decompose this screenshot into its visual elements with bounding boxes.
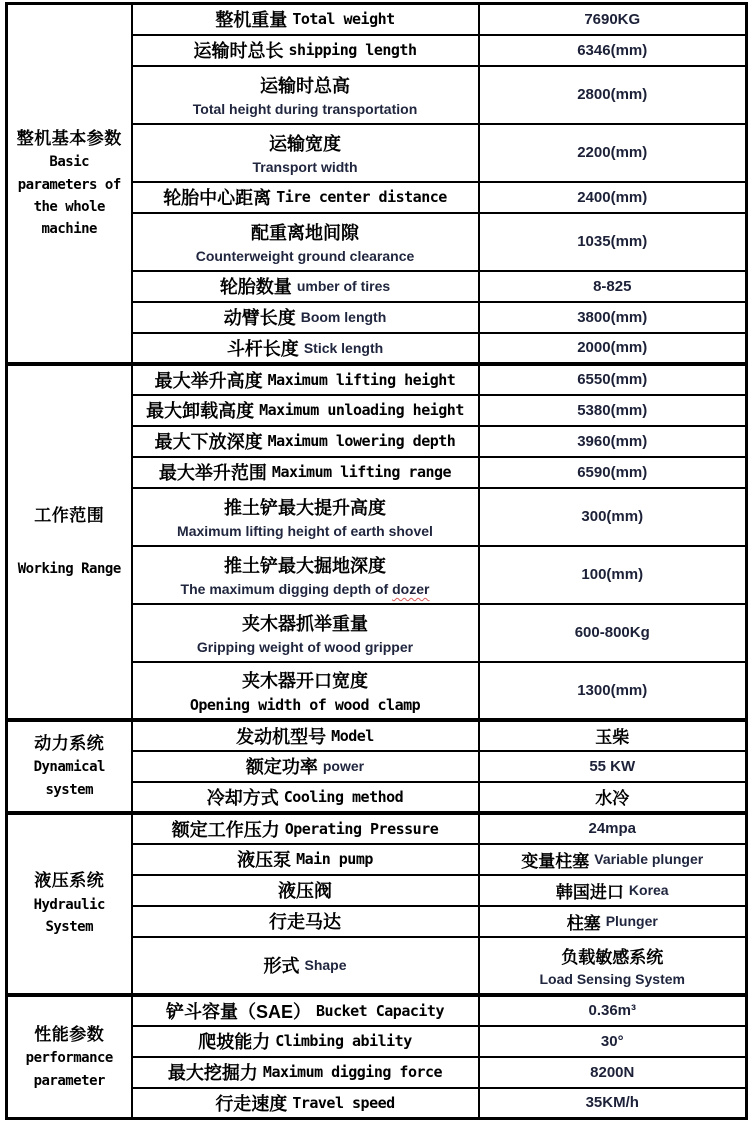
parameter-name-en: Model [331, 726, 374, 745]
category-label-en: Working Range [17, 561, 121, 578]
value-text: 2800(mm) [577, 86, 648, 103]
value-cell [479, 213, 747, 271]
parameter-name-en: Cooling method [283, 787, 404, 806]
value-line [482, 847, 744, 872]
parameter-cell [132, 906, 479, 937]
value-zh: 负载敏感系统 [561, 948, 664, 967]
value-text: 3960(mm) [577, 432, 648, 450]
parameter-name-zh: 额定工作压力 [171, 819, 280, 840]
value-cell [479, 4, 747, 35]
value-text: 8-825 [593, 277, 632, 295]
value-text: 24mpa [588, 820, 637, 837]
parameter-cell [132, 182, 479, 213]
value-cell [479, 124, 747, 182]
value-cell [479, 364, 747, 395]
value-cell [479, 720, 747, 751]
value-text: 55 KW [589, 757, 636, 775]
parameter-name-line [135, 37, 476, 63]
value-en: Plunger [605, 913, 658, 929]
parameter-name-en: Tire center distance [276, 188, 447, 206]
value-cell [479, 1057, 747, 1088]
parameter-name-en: power [322, 758, 365, 774]
value-line [482, 784, 744, 809]
parameter-name-zh: 爬坡能力 [198, 1032, 271, 1052]
parameter-name-en: Maximum lifting height [267, 370, 456, 389]
parameter-cell [132, 662, 479, 720]
parameter-name-line [135, 846, 476, 872]
parameter-name-en: Opening width of wood clamp [189, 695, 421, 714]
table-row [7, 364, 747, 395]
parameter-name-zh: 整机重量 [215, 10, 288, 31]
table-row [7, 4, 747, 35]
value-cell [479, 395, 747, 426]
parameter-name-en: Counterweight ground clearance [195, 248, 415, 264]
parameter-name-line [135, 459, 476, 485]
parameter-name-en: Stick length [303, 339, 384, 356]
category-label-zh: 液压系统 [34, 871, 105, 891]
parameter-name-en: Main pump [296, 850, 373, 868]
value-text: 6550(mm) [577, 371, 648, 388]
value-cell [479, 844, 747, 875]
value-cell [479, 995, 747, 1026]
parameter-name-en: shipping length [288, 41, 417, 59]
parameter-name-zh: 推土铲最大掘地深度 [224, 556, 386, 576]
parameter-name-zh: 液压泵 [237, 850, 292, 870]
value-line [482, 909, 744, 934]
parameter-cell [132, 546, 479, 604]
value-zh: 变量柱塞 [521, 851, 590, 871]
parameter-name-zh: 推土铲最大提升高度 [224, 498, 386, 518]
value-text: 5380(mm) [577, 401, 648, 419]
parameter-name-zh: 行走马达 [269, 912, 341, 932]
value-cell [479, 813, 747, 844]
category-label-zh: 工作范围 [34, 505, 105, 525]
parameter-name-line [135, 6, 476, 32]
value-cell [479, 426, 747, 457]
value-text: 600-800Kg [574, 624, 650, 641]
parameter-name-en: Climbing ability [275, 1032, 412, 1050]
category-cell [7, 813, 132, 995]
parameter-name-zh: 最大挖掘力 [167, 1063, 258, 1083]
value-cell [479, 1088, 747, 1119]
parameter-cell [132, 213, 479, 271]
parameter-cell [132, 1057, 479, 1088]
category-label-en: machine [41, 221, 97, 238]
value-cell [479, 488, 747, 546]
parameter-name-en: Operating Pressure [284, 819, 439, 838]
parameter-name-zh: 运输时总高 [260, 76, 350, 96]
parameter-name-line [135, 273, 476, 299]
parameter-name-zh: 运输时总长 [193, 41, 284, 61]
parameter-name-line [135, 908, 476, 934]
parameter-name-zh: 行走速度 [215, 1093, 288, 1114]
category-label-en: parameter [33, 1072, 105, 1089]
spec-table-body [7, 4, 747, 1119]
parameter-name-zh: 斗杆长度 [226, 338, 299, 359]
value-text: 1035(mm) [577, 233, 648, 250]
value-en: Korea [628, 882, 669, 898]
parameter-cell [132, 457, 479, 488]
value-en: Load Sensing System [539, 971, 685, 987]
parameter-name-en: Total weight [292, 10, 395, 29]
category-label-en: parameters of [17, 176, 121, 193]
spellcheck-squiggle-word: dozer [392, 581, 430, 597]
parameter-name-zh: 冷却方式 [206, 787, 279, 808]
value-text: 100(mm) [581, 566, 644, 583]
parameter-name-zh: 夹木器开口宽度 [242, 670, 368, 691]
value-zh: 玉柴 [595, 728, 630, 747]
value-cell [479, 333, 747, 364]
category-cell [7, 364, 132, 720]
parameter-cell [132, 426, 479, 457]
parameter-cell [132, 333, 479, 364]
value-cell [479, 271, 747, 302]
category-cell [7, 4, 132, 364]
parameter-name-zh: 液压阀 [278, 881, 332, 901]
parameter-name-en: Total height during transportation [192, 101, 418, 117]
category-label-en: Dynamical [33, 759, 105, 776]
parameter-cell [132, 995, 479, 1026]
parameter-name-en: Maximum lowering depth [267, 432, 456, 450]
category-label-zh: 性能参数 [34, 1024, 105, 1044]
spec-table [5, 2, 748, 1120]
value-text: 300(mm) [581, 508, 644, 525]
value-cell [479, 182, 747, 213]
parameter-name-zh: 运输宽度 [269, 134, 341, 154]
parameter-name-line [135, 1059, 476, 1085]
parameter-name-zh: 发动机型号 [236, 726, 327, 747]
parameter-name-zh: 轮胎中心距离 [163, 188, 272, 208]
value-cell [479, 604, 747, 662]
parameter-cell [132, 4, 479, 35]
parameter-name-zh: 轮胎数量 [219, 277, 292, 297]
table-row [7, 720, 747, 751]
category-label-en: the whole [33, 199, 105, 215]
parameter-cell [132, 604, 479, 662]
parameter-cell [132, 937, 479, 995]
category-label-en: system [45, 781, 94, 798]
parameter-name-zh: 夹木器抓举重量 [242, 614, 368, 634]
category-label-en: System [45, 919, 94, 936]
value-cell [479, 35, 747, 66]
value-text: 3800(mm) [577, 308, 648, 326]
value-text: 2200(mm) [577, 144, 648, 161]
parameter-name-en: Bucket Capacity [316, 1001, 444, 1020]
value-cell [479, 662, 747, 720]
value-cell [479, 906, 747, 937]
parameter-name-en: Travel speed [292, 1093, 395, 1112]
parameter-name-zh: 配重离地间隙 [251, 223, 359, 243]
parameter-name-line [135, 784, 476, 810]
parameter-cell [132, 720, 479, 751]
parameter-cell [132, 1088, 479, 1119]
value-text: 0.36m³ [588, 1002, 637, 1019]
parameter-name-zh: 额定功率 [245, 757, 318, 777]
parameter-cell [132, 364, 479, 395]
parameter-name-en: umber of tires [296, 278, 391, 294]
parameter-cell [132, 124, 479, 182]
parameter-name-line [135, 1028, 476, 1054]
parameter-name-line [135, 184, 476, 210]
parameter-name-en: Maximum unloading height [259, 401, 464, 419]
value-cell [479, 457, 747, 488]
parameter-name-zh: 最大下放深度 [154, 432, 263, 452]
table-row [7, 995, 747, 1026]
parameter-name-en: Maximum digging force [262, 1063, 443, 1081]
value-cell [479, 937, 747, 995]
value-cell [479, 782, 747, 813]
parameter-cell [132, 395, 479, 426]
parameter-name-line [135, 367, 476, 393]
parameter-name-line [135, 998, 476, 1024]
parameter-name-en: Transport width [252, 159, 358, 175]
value-text: 7690KG [584, 10, 641, 28]
value-text: 2400(mm) [577, 188, 648, 206]
value-text: 1300(mm) [577, 681, 648, 699]
parameter-cell [132, 751, 479, 782]
parameter-name-zh: 最大举升高度 [154, 370, 263, 391]
value-text: 8200N [590, 1063, 635, 1081]
value-en: Variable plunger [594, 851, 704, 867]
category-label-en: performance [25, 1050, 113, 1067]
parameter-cell [132, 66, 479, 124]
parameter-name-line [135, 304, 476, 330]
category-label-zh: 整机基本参数 [16, 128, 122, 148]
parameter-cell [132, 302, 479, 333]
parameter-name-line [135, 1090, 476, 1116]
value-cell [479, 1026, 747, 1057]
value-cell [479, 546, 747, 604]
parameter-cell [132, 782, 479, 813]
value-cell [479, 751, 747, 782]
value-zh: 韩国进口 [555, 882, 624, 902]
parameter-name-line [135, 723, 476, 749]
parameter-cell [132, 488, 479, 546]
category-label-en: Basic [49, 154, 90, 171]
parameter-name-line [135, 877, 476, 903]
parameter-name-line [135, 335, 476, 361]
parameter-name-zh: 动臂长度 [223, 308, 296, 328]
value-text: 30° [600, 1032, 624, 1050]
value-text: 35KM/h [585, 1094, 639, 1112]
parameter-cell [132, 35, 479, 66]
value-text: 6346(mm) [577, 41, 648, 59]
parameter-name-en-part: The maximum digging depth of [180, 581, 393, 597]
category-cell [7, 995, 132, 1119]
value-cell [479, 302, 747, 333]
parameter-name-line [135, 428, 476, 454]
parameter-name-en: Gripping weight of wood gripper [196, 639, 414, 655]
value-text: 2000(mm) [577, 339, 648, 356]
parameter-cell [132, 813, 479, 844]
parameter-cell [132, 844, 479, 875]
table-row [7, 813, 747, 844]
parameter-name-en: Boom length [300, 309, 387, 325]
parameter-name-en: Maximum lifting height of earth shovel [177, 523, 433, 539]
value-text: 6590(mm) [577, 463, 648, 481]
value-cell [479, 875, 747, 906]
value-cell [479, 66, 747, 124]
category-label-en: Hydraulic [33, 896, 105, 913]
category-label-zh: 动力系统 [34, 733, 105, 753]
parameter-name-zh: 最大举升范围 [158, 463, 267, 483]
parameter-name-en: Maximum lifting range [271, 463, 452, 481]
parameter-name-zh: 形式 [263, 956, 300, 976]
parameter-name-line [135, 816, 476, 842]
parameter-cell [132, 875, 479, 906]
category-cell [7, 720, 132, 813]
value-line [482, 723, 744, 748]
parameter-name-zh: 铲斗容量（SAE） [166, 1001, 312, 1022]
value-line [482, 878, 744, 903]
value-zh: 水冷 [595, 789, 630, 808]
parameter-name-en: Shape [304, 957, 347, 973]
parameter-name-line [135, 753, 476, 779]
parameter-name-en [135, 581, 476, 597]
parameter-name-zh: 最大卸载高度 [146, 401, 255, 421]
parameter-cell [132, 1026, 479, 1057]
parameter-name-line [135, 397, 476, 423]
parameter-cell [132, 271, 479, 302]
parameter-name-line [135, 952, 476, 978]
value-zh: 柱塞 [566, 913, 601, 933]
